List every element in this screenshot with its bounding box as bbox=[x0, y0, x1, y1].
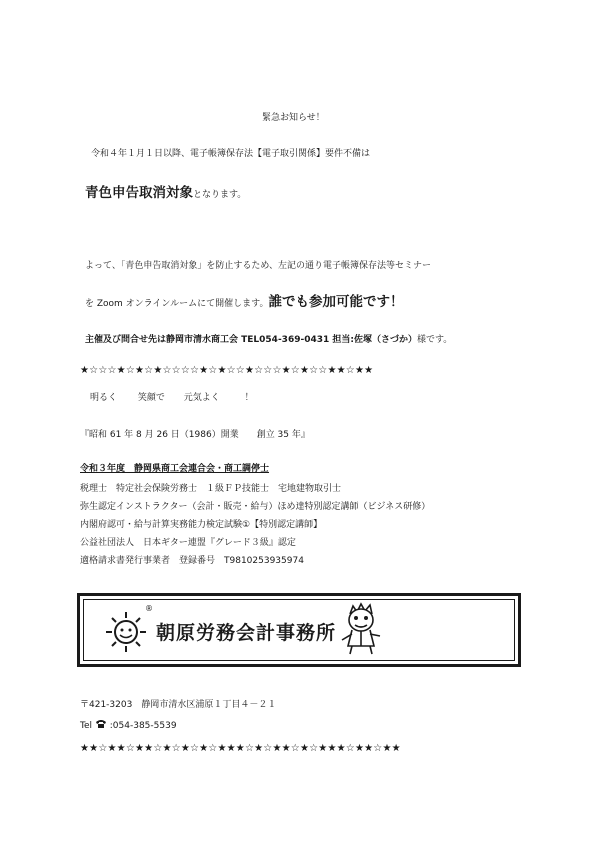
notice-line-4-plain: を Zoom オンラインルームにて開催します。 bbox=[85, 299, 269, 309]
motto-exclaim: ！ bbox=[244, 393, 254, 403]
address: 〒421-3203 静岡市清水区浦原１丁目４－２１ bbox=[80, 700, 277, 710]
founded-note: 『昭和 61 年 8 月 26 日（1986）開業 創立 35 年』 bbox=[80, 430, 310, 440]
notice-line-3: よって、「青色申告取消対象」を防止するため、左記の通り電子帳簿保存法等セミナー bbox=[85, 261, 431, 271]
notice-line-2-rest: となります。 bbox=[193, 190, 247, 200]
credential-line: 弥生認定インストラクター（会計・販売・給与）ほめ達特別認定講師（ビジネス研修） bbox=[80, 502, 431, 512]
credentials-heading: 令和３年度 静岡県商工会連合会・商工調停士 bbox=[80, 464, 270, 474]
credential-line: 適格請求書発行事業者 登録番号 T9810253935974 bbox=[80, 556, 304, 566]
mascot-illustration-icon bbox=[336, 600, 388, 656]
notice-line-4 bbox=[85, 293, 403, 310]
telephone bbox=[80, 719, 177, 731]
notice-title: 緊急お知らせ！ bbox=[262, 113, 325, 123]
motto-bright: 明るく bbox=[90, 393, 118, 403]
motto bbox=[90, 394, 254, 403]
tel-label: Tel bbox=[80, 721, 93, 731]
motto-smile: 笑顔で bbox=[137, 393, 165, 403]
credential-line: 公益社団法人 日本ギター連盟『グレード３級』認定 bbox=[80, 538, 296, 548]
credential-line: 内閣府認可・給与計算実務能力検定試験①【特別認定講師】 bbox=[80, 520, 323, 530]
notice-line-5 bbox=[85, 329, 452, 345]
tel-number: :054-385-5539 bbox=[109, 721, 177, 731]
blue-return-cancel-emphasis: 青色申告取消対象 bbox=[85, 185, 193, 201]
notice-line-5-rest: 様です。 bbox=[416, 335, 453, 345]
anyone-can-join-emphasis: 誰でも参加可能です！ bbox=[268, 294, 404, 310]
notice-line-2 bbox=[85, 184, 246, 201]
sun-logo-icon bbox=[104, 610, 148, 654]
organizer-contact: 主催及び問合せ先は静岡市清水商工会 TEL054-369-0431 担当:佐塚（さづか） bbox=[85, 335, 417, 345]
office-banner bbox=[77, 593, 521, 667]
registered-mark: ® bbox=[145, 604, 153, 613]
star-divider-top: ★☆☆☆★☆★☆★☆☆☆☆★☆★☆☆★☆☆☆★☆★☆☆★★☆★★ bbox=[80, 365, 374, 376]
motto-energetic: 元気よく bbox=[183, 393, 220, 403]
office-name: 朝原労務会計事務所 bbox=[156, 622, 337, 644]
telephone-icon bbox=[95, 719, 107, 729]
credential-line: 税理士 特定社会保険労務士 １級ＦＰ技能士 宅地建物取引士 bbox=[80, 484, 342, 494]
notice-line-1: 令和４年１月１日以降、電子帳簿保存法【電子取引関係】要件不備は bbox=[91, 149, 371, 159]
star-divider-bottom: ★★☆★★☆★★☆★☆★☆★☆★★★☆★☆★★☆★☆★★★☆★★☆★★ bbox=[80, 743, 401, 754]
